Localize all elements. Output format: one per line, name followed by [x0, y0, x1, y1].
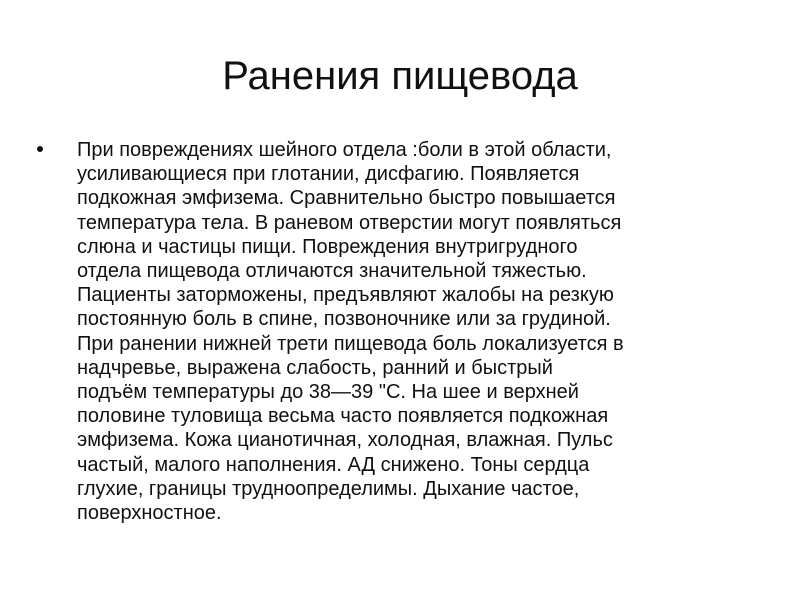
bullet-text: [77, 138, 767, 525]
text-line: поверхностное.: [77, 502, 222, 525]
text-line: При ранении нижней трети пищевода боль локализуется в: [77, 332, 624, 355]
text-line: слюна и частицы пищи. Повреждения внутригрудного: [77, 235, 578, 258]
text-line: подкожная эмфизема. Сравнительно быстро повышается: [77, 187, 616, 210]
text-line: частый, малого наполнения. АД снижено. Тоны сердца: [77, 453, 590, 476]
text-line: усиливающиеся при глотании, дисфагию. Появляется: [77, 163, 580, 186]
text-line: температура тела. В раневом отверстии могут появляться: [77, 211, 622, 234]
text-line: Пациенты заторможены, предъявляют жалобы на резкую: [77, 284, 614, 307]
text-line: половине туловища весьма часто появляется подкожная: [77, 405, 609, 428]
text-line: постоянную боль в спине, позвоночнике или за грудиной.: [77, 308, 611, 331]
slide-title: Ранения пищевода: [222, 54, 578, 98]
text-line: надчревье, выражена слабость, ранний и быстрый: [77, 356, 553, 379]
text-line: подъём температуры до 38—39 "С. На шее и верхней: [77, 381, 579, 404]
text-line: При повреждениях шейного отдела :боли в этой области,: [77, 139, 612, 161]
text-line: отдела пищевода отличаются значительной тяжестью.: [77, 260, 587, 283]
text-line: глухие, границы трудноопределимы. Дыхание частое,: [77, 477, 580, 500]
text-line: эмфизема. Кожа цианотичная, холодная, влажная. Пульс: [77, 429, 613, 452]
bullet-dot-icon: [37, 146, 43, 152]
